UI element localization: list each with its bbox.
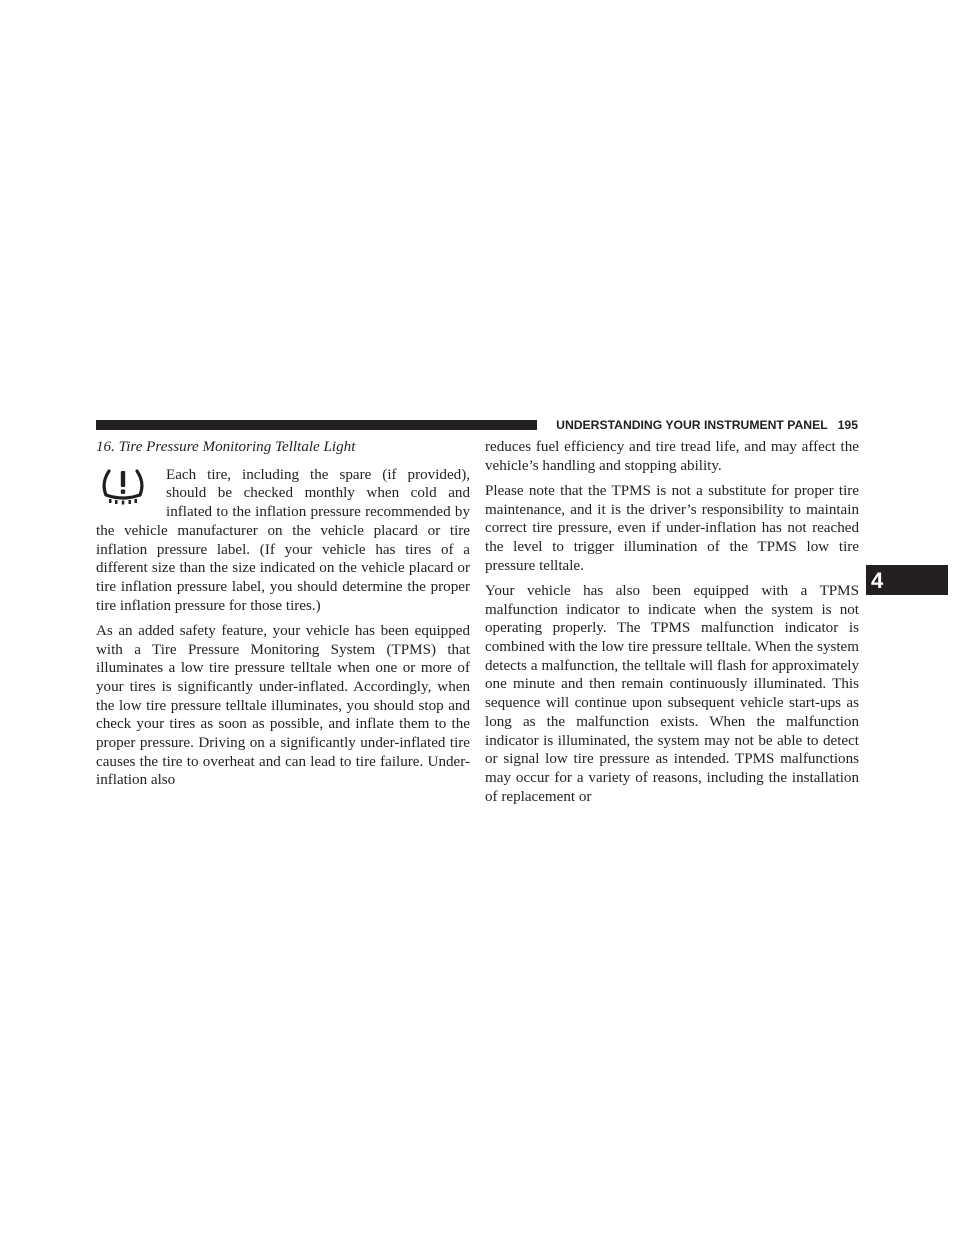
paragraph-text: Each tire, including the spare (if provided), should be checked monthly when cold and inflated to the inflation pressure recommended by the vehicle manufacturer on the vehicle placard or tire inflation pressure label. (If your vehicle has tires of a different size than the size indicated on the vehicle placard or tire inflation pressure label, you should determine the proper tire inflation pressure for those tires.) bbox=[96, 466, 470, 614]
page-number: 195 bbox=[837, 418, 858, 432]
running-header bbox=[546, 417, 858, 433]
chapter-tab bbox=[866, 565, 948, 595]
section-title: UNDERSTANDING YOUR INSTRUMENT PANEL bbox=[556, 418, 828, 432]
tire-pressure-warning-icon bbox=[100, 466, 146, 506]
paragraph: reduces fuel efficiency and tire tread life, and may affect the vehicle’s handling and stopping ability. bbox=[485, 439, 859, 474]
left-column bbox=[96, 438, 470, 797]
paragraph: Your vehicle has also been equipped with a TPMS malfunction indicator to indicate when the system is not operating properly. The TPMS malfunction indicator is combined with the low tire pressure telltale. When the system detects a malfunction, the telltale will flash for approximately one minute and then remain continuously illuminated. This sequence will continue upon subsequent vehicle start-ups as long as the malfunction exists. When the malfunction indicator is illuminated, the system may not be able to detect or signal low tire pressure as intended. TPMS malfunctions may occur for a variety of reasons, including the installation of replacement or bbox=[485, 582, 859, 805]
header-rule bbox=[96, 420, 537, 430]
section-heading: 16. Tire Pressure Monitoring Telltale Light bbox=[96, 439, 356, 455]
paragraph: Please note that the TPMS is not a substitute for proper tire maintenance, and it is the driver’s responsibility to maintain correct tire pressure, even if under-inflation has not reached the level to trigger illumination of the TPMS low tire pressure telltale. bbox=[485, 482, 859, 574]
paragraph bbox=[96, 466, 470, 616]
paragraph: As an added safety feature, your vehicle has been equipped with a Tire Pressure Monitoring System (TPMS) that illuminates a low tire pressure telltale when one or more of your tires is significantly under-inflated. Accordingly, when the low tire pressure telltale illuminates, you should stop and check your tires as soon as possible, and inflate them to the proper pressure. Driving on a significantly under-inflated tire causes the tire to overheat and can lead to tire failure. Under-inflation also bbox=[96, 622, 470, 789]
right-column bbox=[485, 438, 859, 813]
chapter-number: 4 bbox=[871, 568, 884, 593]
